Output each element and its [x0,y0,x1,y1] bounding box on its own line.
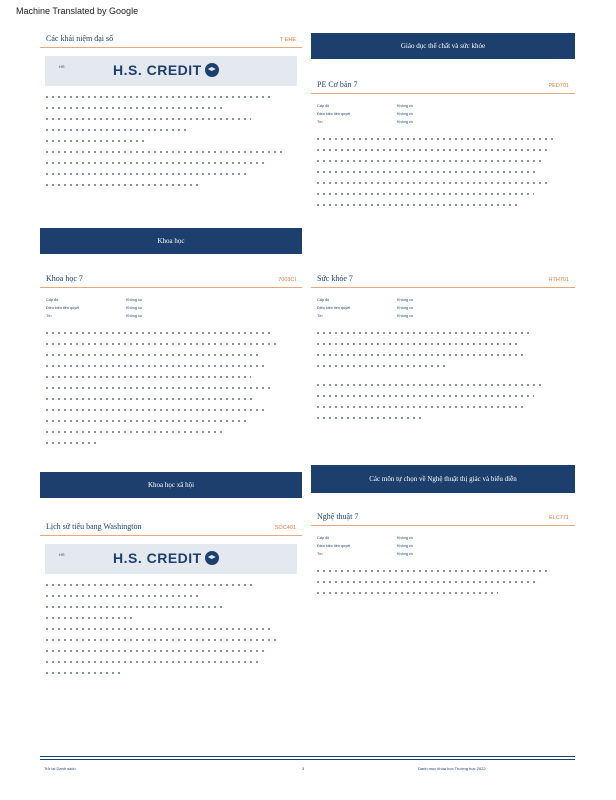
section-band-social-science: Khoa học xã hội [40,472,302,498]
course-header [40,30,302,48]
course-info: Cấp độ Không có Điều kiện tiên quyết Không có Tín Không có [317,536,414,556]
section-band-science: Khoa học [40,228,302,254]
graduation-cap-icon [205,63,219,77]
course-header [40,518,302,536]
course-info: Cấp độ Không có Điều kiện tiên quyết Không có Tín Không có [46,298,143,318]
science-course [40,270,302,453]
hs-credit-banner [45,56,297,86]
hs-credit-logo: H.S. CREDIT [113,62,219,78]
course-title: Lịch sử tiểu bang Washington [46,522,142,531]
course-code: 7003CI [278,277,296,283]
left-column [40,30,302,195]
course-code: T ЕНЕ [279,37,296,43]
course-description [311,332,575,419]
course-info: Cấp độ Không có Điều kiện tiên quyết Không có Tín Không có [317,298,414,318]
course-description [311,138,575,206]
art-course [311,508,575,603]
course-title: Nghệ thuật 7 [317,512,359,521]
course-title: Các khái niệm đại số [46,34,114,43]
health-course [311,270,575,428]
course-title: PE Cơ bản 7 [317,80,358,89]
course-code: HTH701 [548,277,569,283]
social-course [40,518,302,683]
course-header [311,76,575,94]
back-to-list-link[interactable]: Trở lại Danh sách [44,766,76,771]
course-code: ELC771 [549,515,569,521]
course-info: Cấp độ Không có Điều kiện tiên quyết Không có Tín Không có [317,104,414,124]
course-header [311,508,575,526]
pe-course [311,76,575,215]
section-band-visual-arts: Các môn tự chọn về Nghệ thuật thị giác và biểu diễn [311,465,575,493]
footer-rule [40,759,575,760]
course-header [40,270,302,288]
graduation-cap-icon [205,551,219,565]
course-description [40,96,302,186]
page-number: 3 [302,766,305,771]
course-title: Sức khỏe 7 [317,274,353,283]
course-description [40,584,302,674]
course-header [311,270,575,288]
hs-credit-banner [45,544,297,574]
footer-rule [40,756,575,757]
section-band-pe-health: Giáo dục thể chất và sức khỏe [311,33,575,59]
course-code: SOC401 [274,525,296,531]
course-code: PED701 [548,83,569,89]
credit-small-text: HS [59,64,65,69]
machine-translated-label: Machine Translated by Google [16,6,139,16]
course-description [311,570,575,594]
course-description [40,332,302,444]
footer-catalog-title: Danh mục khóa học Trường học 2022 [418,766,486,771]
course-title: Khoa học 7 [46,274,83,283]
credit-small-text: HS [59,552,65,557]
hs-credit-logo: H.S. CREDIT [113,550,219,566]
